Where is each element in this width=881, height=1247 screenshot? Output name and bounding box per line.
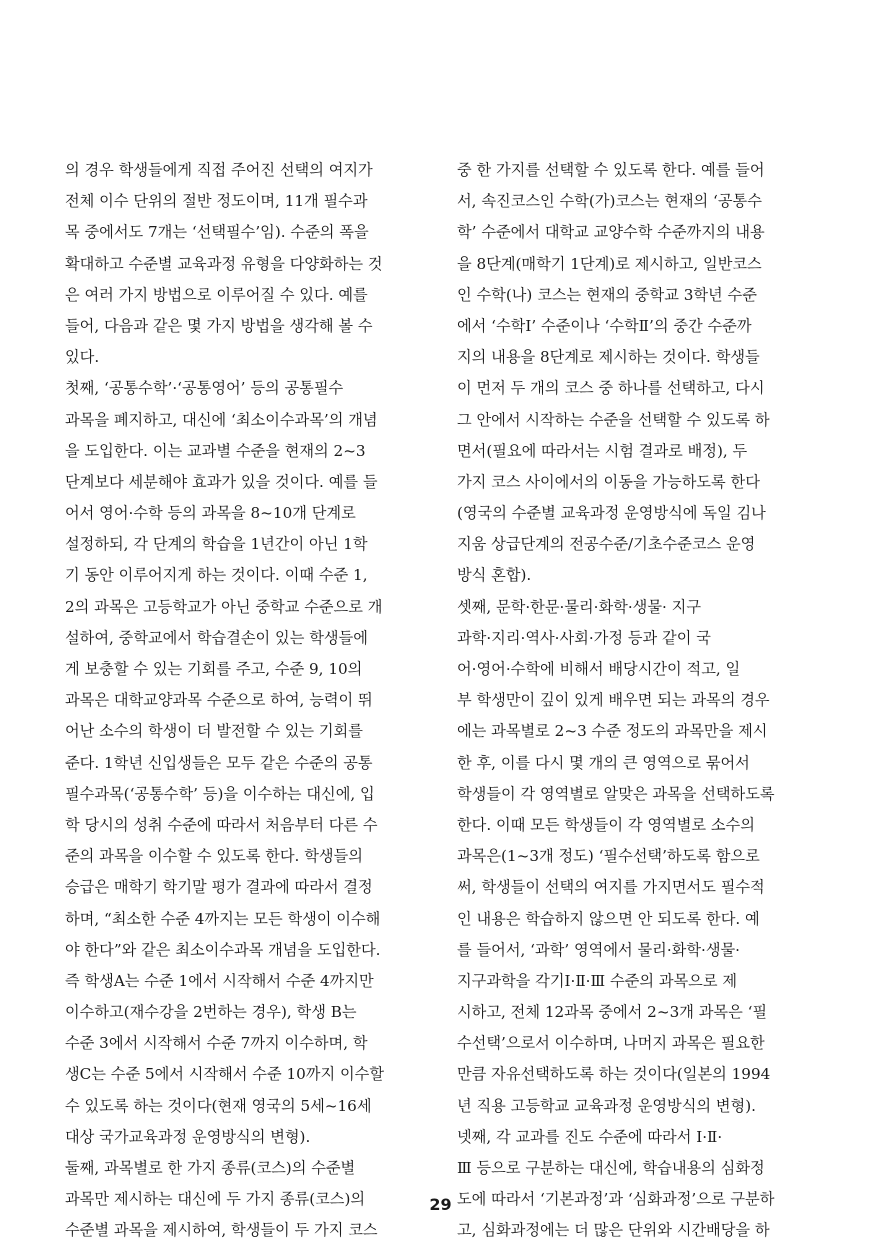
text-line: 방식 혼합). [457,566,532,585]
text-line: 2의 과목은 고등학교가 아닌 중학교 수준으로 개 [65,597,383,616]
text-line: 전체 이수 단위의 절반 정도이며, 11개 필수과 [65,192,368,211]
text-line: 어·영어·수학에 비해서 배당시간이 적고, 일 [457,660,741,678]
text-line: Ⅲ 등으로 구분하는 대신에, 학습내용의 심화정 [457,1159,765,1177]
text-line: 준의 과목을 이수할 수 있도록 한다. 학생들의 [65,847,363,866]
text-line: 한다. 이때 모든 학생들이 각 영역별로 소수의 [457,815,755,834]
text-line: 수준 3에서 시작해서 수준 7까지 이수하며, 학 [65,1034,368,1053]
text-line: 은 여러 가지 방법으로 이루어질 수 있다. 예를 [65,285,368,304]
text-line: 과목을 폐지하고, 대신에 ‘최소이수과목’의 개념 [65,410,378,429]
text-line: 지구과학을 각기Ⅰ·Ⅱ·Ⅲ 수준의 과목으로 제 [457,971,738,990]
text-line: 과목은(1~3개 정도) ‘필수선택’하도록 함으로 [457,847,760,866]
left-text-column [65,155,417,1247]
text-line: 설정하되, 각 단계의 학습을 1년간이 아닌 1학 [65,535,368,554]
text-line: 부 학생만이 깊이 있게 배우면 되는 과목의 경우 [457,691,770,710]
text-line: 를 들어서, ‘과학’ 영역에서 물리·화학·생물· [457,940,741,959]
page-number: 29 [429,1195,452,1214]
right-text-column [457,155,811,1247]
text-line: 수준별 과목을 제시하여, 학생들이 두 가지 코스 [65,1221,378,1240]
text-line: 기 동안 이루어지게 하는 것이다. 이때 수준 1, [65,566,368,585]
text-line: 둘째, 과목별로 한 가지 종류(코스)의 수준별 [65,1159,356,1177]
text-line: 준다. 1학년 신입생들은 모두 같은 수준의 공통 [65,753,373,772]
text-line: 설하여, 중학교에서 학습결손이 있는 학생들에 [65,628,368,647]
text-line: 과학·지리·역사·사회·가정 등과 같이 국 [457,628,711,647]
text-line: 시하고, 전체 12과목 중에서 2~3개 과목은 ‘필 [457,1003,768,1022]
text-line: 가지 코스 사이에서의 이동을 가능하도록 한다 [457,472,760,491]
text-line: 을 8단계(매학기 1단계)로 제시하고, 일반코스 [457,254,762,273]
text-line: 필수과목(‘공통수학’ 등)을 이수하는 대신에, 입 [65,784,375,803]
text-line: 야 한다”와 같은 최소이수과목 개념을 도입한다. [65,940,381,959]
text-line: 인 수학(나) 코스는 현재의 중학교 3학년 수준 [457,285,757,304]
text-line: 년 직용 고등학교 교육과정 운영방식의 변형). [457,1096,756,1115]
text-line: 이 먼저 두 개의 코스 중 하나를 선택하고, 다시 [457,379,765,398]
text-line: 도에 따라서 ‘기본과정’과 ‘심화과정’으로 구분하 [457,1190,775,1209]
text-line: 학생들이 각 영역별로 알맞은 과목을 선택하도록 [457,784,775,803]
text-line: 그 안에서 시작하는 수준을 선택할 수 있도록 하 [457,410,770,429]
text-line: 학 당시의 성취 수준에 따라서 처음부터 다른 수 [65,815,378,834]
text-line: 에서 ‘수학Ⅰ’ 수준이나 ‘수학Ⅱ’의 중간 수준까 [457,316,752,335]
text-line: 면서(필요에 따라서는 시험 결과로 배정), 두 [457,441,748,460]
text-line: 인 내용은 학습하지 않으면 안 되도록 한다. 예 [457,909,760,928]
text-line: 첫째, ‘공통수학’·‘공통영어’ 등의 공통필수 [65,379,344,398]
text-line: 한 후, 이를 다시 몇 개의 큰 영역으로 묶어서 [457,753,750,772]
text-line: 과목만 제시하는 대신에 두 가지 종류(코스)의 [65,1190,366,1209]
text-line: 써, 학생들이 선택의 여지를 가지면서도 필수적 [457,878,765,897]
text-line: 지움 상급단계의 전공수준/기초수준코스 운영 [457,535,756,554]
text-line: 있다. [65,348,100,367]
text-line: 서, 속진코스인 수학(가)코스는 현재의 ‘공통수 [457,192,762,211]
text-line: 수 있도록 하는 것이다(현재 영국의 5세~16세 [65,1096,372,1115]
text-line: 중 한 가지를 선택할 수 있도록 한다. 예를 들어 [457,161,765,179]
text-line: 과목은 대학교양과목 수준으로 하여, 능력이 뛰 [65,691,373,710]
text-line: 하며, “최소한 수준 4까지는 모든 학생이 이수해 [65,909,381,928]
text-line: 대상 국가교육과정 운영방식의 변형). [65,1127,311,1146]
text-line: 지의 내용을 8단계로 제시하는 것이다. 학생들 [457,348,760,367]
text-line: 어서 영어·수학 등의 과목을 8~10개 단계로 [65,504,356,523]
text-line: 학’ 수준에서 대학교 교양수학 수준까지의 내용 [457,223,765,242]
text-line: 고, 심화과정에는 더 많은 단위와 시간배당을 하 [457,1221,770,1240]
text-line: 게 보충할 수 있는 기회를 주고, 수준 9, 10의 [65,660,363,678]
text-line: 어난 소수의 학생이 더 발전할 수 있는 기회를 [65,722,363,741]
text-line: 을 도입한다. 이는 교과별 수준을 현재의 2~3 [65,441,366,460]
text-line: 목 중에서도 7개는 ‘선택필수’임). 수준의 폭을 [65,223,369,242]
text-line: 확대하고 수준별 교육과정 유형을 다양화하는 것 [65,254,383,273]
text-line: 에는 과목별로 2~3 수준 정도의 과목만을 제시 [457,722,768,741]
text-line: 단계보다 세분해야 효과가 있을 것이다. 예를 들 [65,472,378,491]
text-line: 생C는 수준 5에서 시작해서 수준 10까지 이수할 [65,1065,384,1084]
text-line: (영국의 수준별 교육과정 운영방식에 독일 김나 [457,504,766,523]
text-line: 수선택’으로서 이수하며, 나머지 과목은 필요한 [457,1034,765,1053]
text-line: 이수하고(재수강을 2번하는 경우), 학생 B는 [65,1003,357,1022]
text-line: 승급은 매학기 학기말 평가 결과에 따라서 결정 [65,878,373,897]
text-line: 셋째, 문학·한문·물리·화학·생물· 지구 [457,597,702,616]
text-line: 의 경우 학생들에게 직접 주어진 선택의 여지가 [65,161,373,179]
text-line: 만큼 자유선택하도록 하는 것이다(일본의 1994 [457,1065,771,1084]
text-line: 들어, 다음과 같은 몇 가지 방법을 생각해 볼 수 [65,316,373,335]
text-line: 넷째, 각 교과를 진도 수준에 따라서 Ⅰ·Ⅱ· [457,1127,723,1146]
text-line: 즉 학생A는 수준 1에서 시작해서 수준 4까지만 [65,971,374,990]
